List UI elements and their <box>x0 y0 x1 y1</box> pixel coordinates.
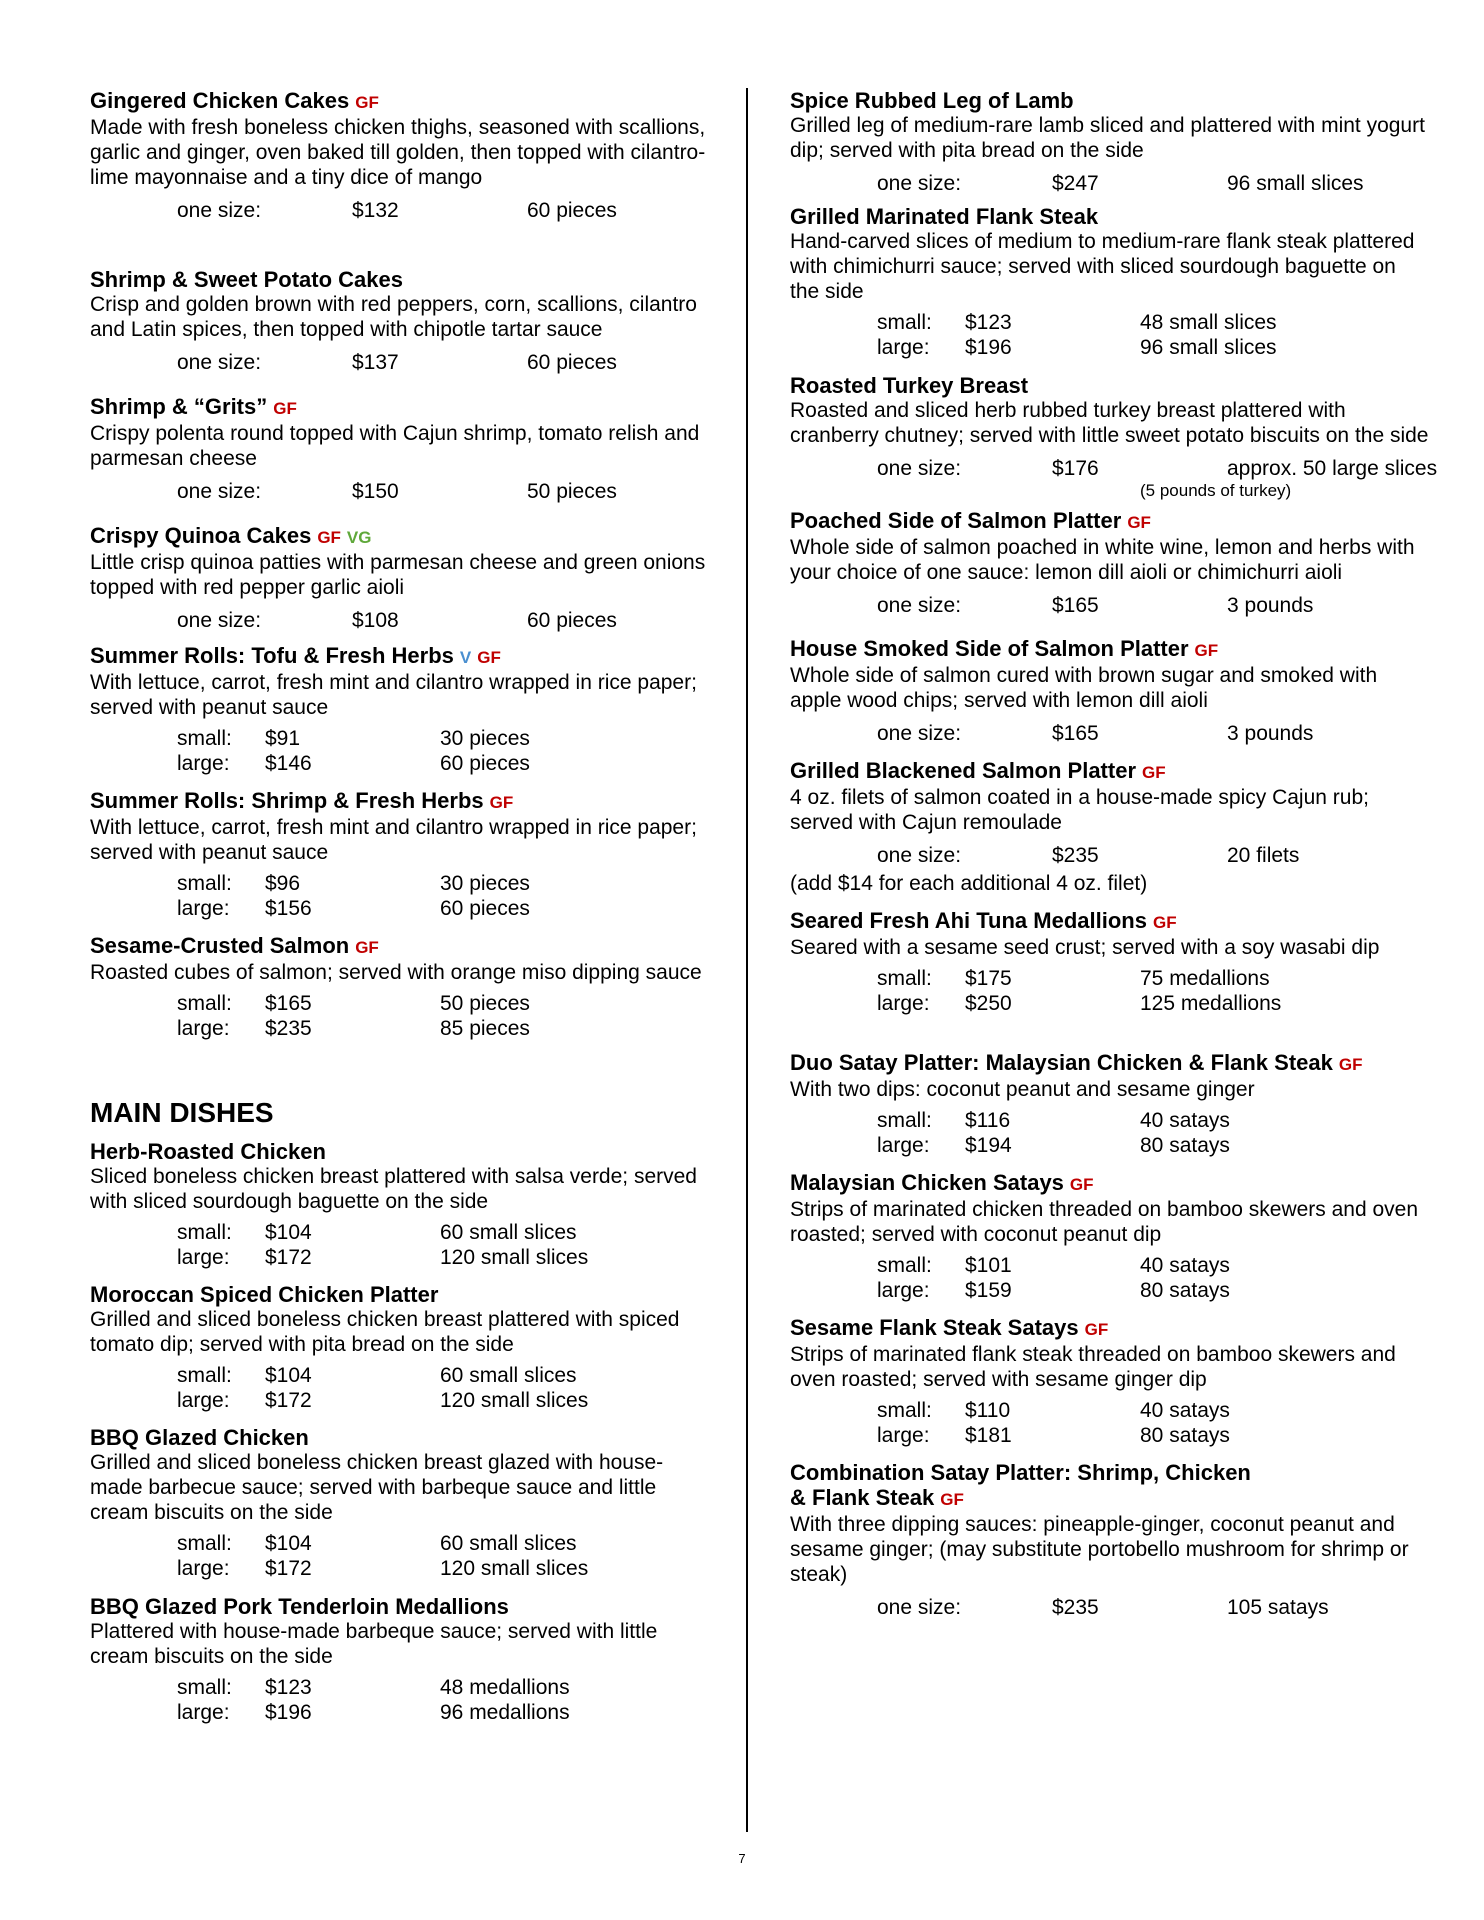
item-description: With three dipping sauces: pineapple-ginger, coconut peanut and sesame ginger; (may substitute portobello mushroom for shrimp or steak) <box>790 1513 1409 1586</box>
price: $101 <box>965 1254 1012 1277</box>
price-row <box>90 1245 710 1270</box>
quantity: 120 small slices <box>440 1557 589 1580</box>
price-row <box>90 1363 710 1388</box>
menu-item <box>790 1315 1430 1448</box>
price-row <box>790 1595 1430 1620</box>
page-number: 7 <box>738 1851 746 1866</box>
quantity-note: (5 pounds of turkey) <box>1140 481 1292 500</box>
quantity: 60 pieces <box>440 752 530 775</box>
diet-tag-gf: GF <box>1069 1175 1094 1194</box>
quantity: 96 medallions <box>440 1701 570 1724</box>
item-description: Crisp and golden brown with red peppers, corn, scallions, cilantro and Latin spices, then topped with chipotle tartar sauce <box>90 293 697 341</box>
price-row <box>790 721 1430 746</box>
portion-size: large: <box>877 1134 930 1157</box>
price: $104 <box>265 1532 312 1555</box>
diet-tag-gf: GF <box>1084 1320 1109 1339</box>
price: $175 <box>965 967 1012 990</box>
price: $104 <box>265 1364 312 1387</box>
price: $235 <box>1052 1596 1099 1619</box>
portion-size: small: <box>877 1399 932 1422</box>
price-row <box>90 608 710 633</box>
item-name: & Flank Steak <box>790 1485 935 1510</box>
portion-size: one size: <box>877 172 962 195</box>
portion-size: large: <box>877 992 930 1015</box>
quantity: 60 small slices <box>440 1221 577 1244</box>
item-description: Plattered with house-made barbeque sauce; served with little cream biscuits on the side <box>90 1620 658 1668</box>
item-name: Summer Rolls: Shrimp & Fresh Herbs <box>90 788 484 813</box>
left-column <box>90 88 710 1725</box>
menu-item <box>790 1170 1430 1303</box>
column-divider <box>746 88 748 1832</box>
portion-size: small: <box>877 1109 932 1132</box>
price: $159 <box>965 1279 1012 1302</box>
price: $235 <box>265 1017 312 1040</box>
menu-item <box>90 394 710 504</box>
item-description: Strips of marinated flank steak threaded on bamboo skewers and oven roasted; served with sesame ginger dip <box>790 1343 1396 1391</box>
price-row <box>90 1700 710 1725</box>
price: $172 <box>265 1557 312 1580</box>
price-row <box>90 1220 710 1245</box>
menu-item <box>90 1139 710 1270</box>
diet-tag-vg: VG <box>346 528 372 547</box>
item-title <box>790 636 1430 663</box>
price-note: (add $14 for each additional 4 oz. filet) <box>790 872 1148 895</box>
price: $196 <box>965 336 1012 359</box>
price-row <box>90 1675 710 1700</box>
diet-tag-gf: GF <box>1338 1055 1363 1074</box>
quantity: 75 medallions <box>1140 967 1270 990</box>
item-name: Combination Satay Platter: Shrimp, Chicken <box>790 1460 1251 1485</box>
menu-item <box>790 88 1430 196</box>
portion-size: small: <box>177 1676 232 1699</box>
portion-size: small: <box>177 1532 232 1555</box>
portion-size: large: <box>177 1246 230 1269</box>
item-title <box>790 88 1430 113</box>
price-row <box>90 198 710 223</box>
item-title <box>790 1170 1430 1197</box>
portion-size: large: <box>177 1557 230 1580</box>
price-row <box>790 456 1438 481</box>
price: $172 <box>265 1389 312 1412</box>
portion-size: one size: <box>177 480 262 503</box>
item-title <box>790 373 1430 398</box>
portion-size: large: <box>177 1389 230 1412</box>
price: $132 <box>352 199 399 222</box>
item-description: Roasted and sliced herb rubbed turkey breast plattered with cranberry chutney; served with little sweet potato biscuits on the side <box>790 399 1429 447</box>
price-row <box>790 966 1430 991</box>
quantity: 40 satays <box>1140 1399 1230 1422</box>
price: $156 <box>265 897 312 920</box>
item-description: With lettuce, carrot, fresh mint and cilantro wrapped in rice paper; served with peanut sauce <box>90 671 697 719</box>
price: $123 <box>265 1676 312 1699</box>
quantity: 30 pieces <box>440 727 530 750</box>
portion-size: small: <box>177 1221 232 1244</box>
portion-size: one size: <box>877 594 962 617</box>
price-row <box>90 1531 710 1556</box>
price-row <box>790 1108 1430 1133</box>
item-description: Grilled and sliced boneless chicken breast plattered with spiced tomato dip; served with pita bread on the side <box>90 1308 680 1356</box>
portion-size: one size: <box>877 457 962 480</box>
item-name: Grilled Blackened Salmon Platter <box>790 758 1137 783</box>
quantity: 120 small slices <box>440 1246 589 1269</box>
price: $116 <box>965 1109 1011 1132</box>
price: $196 <box>265 1701 312 1724</box>
price: $146 <box>265 752 312 775</box>
quantity: 40 satays <box>1140 1109 1230 1132</box>
item-description: 4 oz. filets of salmon coated in a house-made spicy Cajun rub; served with Cajun remoulade <box>790 786 1369 834</box>
item-name: Roasted Turkey Breast <box>790 373 1029 398</box>
diet-tag-v: V <box>459 648 472 667</box>
diet-tag-gf: GF <box>489 793 514 812</box>
portion-size: small: <box>177 992 232 1015</box>
item-name: Sesame-Crusted Salmon <box>90 933 350 958</box>
price-row <box>790 1133 1430 1158</box>
price: $165 <box>1052 594 1099 617</box>
price: $150 <box>352 480 399 503</box>
diet-tag-gf: GF <box>1142 763 1166 782</box>
item-description: Grilled and sliced boneless chicken breast glazed with house-made barbecue sauce; served with barbeque sauce and little cream biscuits on the side <box>90 1451 664 1524</box>
item-title <box>790 758 1430 785</box>
price: $165 <box>265 992 312 1015</box>
section-heading: MAIN DISHES <box>90 1097 274 1128</box>
portion-size: small: <box>877 1254 932 1277</box>
item-name: Seared Fresh Ahi Tuna Medallions <box>790 908 1147 933</box>
portion-size: one size: <box>177 199 262 222</box>
item-name: Spice Rubbed Leg of Lamb <box>790 88 1074 113</box>
price-row <box>90 751 710 776</box>
item-description: Strips of marinated chicken threaded on bamboo skewers and oven roasted; served with coconut peanut dip <box>790 1198 1419 1246</box>
portion-size: large: <box>877 1424 930 1447</box>
item-description: Little crisp quinoa patties with parmesan cheese and green onions topped with red pepper garlic aioli <box>90 551 706 599</box>
price-row <box>790 335 1430 360</box>
item-title <box>90 267 710 292</box>
item-name: Malaysian Chicken Satays <box>790 1170 1064 1195</box>
diet-tag-gf: GF <box>317 528 341 547</box>
price-row <box>90 896 710 921</box>
price-row <box>90 1556 710 1581</box>
item-title <box>790 1315 1430 1342</box>
price-row <box>90 991 710 1016</box>
menu-item <box>790 508 1430 618</box>
item-title <box>90 1139 710 1164</box>
price: $194 <box>965 1134 1012 1157</box>
price: $110 <box>965 1399 1011 1422</box>
price: $137 <box>352 351 399 374</box>
price: $250 <box>965 992 1012 1015</box>
item-title <box>790 204 1430 229</box>
item-name: Crispy Quinoa Cakes <box>90 523 312 548</box>
item-title <box>90 1282 710 1307</box>
item-name: House Smoked Side of Salmon Platter <box>790 636 1189 661</box>
portion-size: small: <box>177 872 232 895</box>
quantity: 30 pieces <box>440 872 530 895</box>
menu-item <box>90 643 710 776</box>
portion-size: one size: <box>877 1596 962 1619</box>
quantity: 60 pieces <box>440 897 530 920</box>
menu-item <box>790 373 1438 500</box>
item-title <box>90 1425 710 1450</box>
portion-size: small: <box>177 1364 232 1387</box>
price-row <box>790 310 1430 335</box>
portion-size: large: <box>877 336 930 359</box>
item-title <box>790 1050 1430 1077</box>
item-description: Seared with a sesame seed crust; served with a soy wasabi dip <box>790 936 1380 959</box>
item-name: BBQ Glazed Chicken <box>90 1425 309 1450</box>
quantity: 60 pieces <box>527 351 617 374</box>
item-title <box>90 1594 710 1619</box>
menu-item <box>790 204 1430 360</box>
menu-item <box>790 636 1430 746</box>
item-title <box>790 1460 1430 1512</box>
quantity: 85 pieces <box>440 1017 530 1040</box>
item-name: Shrimp & “Grits” <box>90 394 268 419</box>
price-row <box>790 991 1430 1016</box>
item-title <box>90 394 710 421</box>
price-row <box>790 1253 1430 1278</box>
portion-size: one size: <box>177 351 262 374</box>
price: $91 <box>265 727 301 750</box>
item-title <box>90 523 710 550</box>
item-description: Crispy polenta round topped with Cajun shrimp, tomato relish and parmesan cheese <box>90 422 700 470</box>
item-description: Grilled leg of medium-rare lamb sliced and plattered with mint yogurt dip; served with pita bread on the side <box>790 114 1425 162</box>
price: $123 <box>965 311 1012 334</box>
section-block <box>90 1097 710 1129</box>
diet-tag-gf: GF <box>940 1490 964 1509</box>
quantity: 3 pounds <box>1227 722 1314 745</box>
price-row <box>90 1388 710 1413</box>
price: $235 <box>1052 844 1099 867</box>
menu-item <box>90 1594 710 1725</box>
quantity: 3 pounds <box>1227 594 1314 617</box>
item-name: Moroccan Spiced Chicken Platter <box>90 1282 439 1307</box>
quantity: 40 satays <box>1140 1254 1230 1277</box>
diet-tag-gf: GF <box>1127 513 1151 532</box>
item-title <box>90 643 710 670</box>
portion-size: small: <box>877 967 932 990</box>
item-description: Whole side of salmon cured with brown sugar and smoked with apple wood chips; served with lemon dill aioli <box>790 664 1378 712</box>
menu-item <box>790 1460 1430 1620</box>
price-row <box>790 1278 1430 1303</box>
menu-item <box>790 758 1430 896</box>
item-name: Grilled Marinated Flank Steak <box>790 204 1099 229</box>
item-description: With two dips: coconut peanut and sesame ginger <box>790 1078 1255 1101</box>
diet-tag-gf: GF <box>273 399 297 418</box>
portion-size: large: <box>877 1279 930 1302</box>
diet-tag-gf: GF <box>355 93 379 112</box>
item-title <box>90 788 710 815</box>
quantity: 80 satays <box>1140 1134 1230 1157</box>
quantity: 48 small slices <box>1140 311 1277 334</box>
item-name: Shrimp & Sweet Potato Cakes <box>90 267 403 292</box>
menu-item <box>90 88 710 223</box>
price-row <box>90 350 710 375</box>
diet-tag-gf: GF <box>477 648 501 667</box>
right-column <box>790 88 1438 1620</box>
portion-size: small: <box>877 311 932 334</box>
price-row <box>790 593 1430 618</box>
menu-item <box>90 1282 710 1413</box>
quantity: 80 satays <box>1140 1279 1230 1302</box>
price: $247 <box>1052 172 1099 195</box>
quantity: 60 small slices <box>440 1364 577 1387</box>
portion-size: large: <box>177 752 230 775</box>
quantity: 120 small slices <box>440 1389 589 1412</box>
price-row <box>790 1398 1430 1423</box>
price-row <box>790 171 1430 196</box>
item-description: Whole side of salmon poached in white wine, lemon and herbs with your choice of one sauce: lemon dill aioli or chimichurri aioli <box>790 536 1415 584</box>
price: $165 <box>1052 722 1099 745</box>
quantity: 96 small slices <box>1140 336 1277 359</box>
diet-tag-gf: GF <box>1152 913 1177 932</box>
item-title <box>90 933 710 960</box>
price: $176 <box>1052 457 1099 480</box>
menu-item <box>90 267 710 375</box>
portion-size: one size: <box>877 722 962 745</box>
menu-item <box>90 523 710 633</box>
price-row <box>790 1423 1430 1448</box>
item-title <box>790 508 1430 535</box>
quantity: 125 medallions <box>1140 992 1282 1015</box>
item-title <box>790 908 1430 935</box>
quantity: 60 pieces <box>527 609 617 632</box>
portion-size: large: <box>177 1701 230 1724</box>
portion-size: small: <box>177 727 232 750</box>
quantity: approx. 50 large slices <box>1227 457 1438 480</box>
portion-size: large: <box>177 1017 230 1040</box>
item-description: Made with fresh boneless chicken thighs, seasoned with scallions, garlic and ginger, oven baked till golden, then topped with cilantro-lime mayonnaise and a tiny dice of mango <box>90 116 706 189</box>
menu-item <box>90 933 710 1041</box>
item-name: BBQ Glazed Pork Tenderloin Medallions <box>90 1594 509 1619</box>
quantity: 60 pieces <box>527 199 617 222</box>
price: $181 <box>965 1424 1012 1447</box>
quantity: 20 filets <box>1227 844 1300 867</box>
price: $104 <box>265 1221 312 1244</box>
item-description: Hand-carved slices of medium to medium-rare flank steak plattered with chimichurri sauce; served with sliced sourdough baguette on the side <box>790 230 1415 303</box>
portion-size: one size: <box>877 844 962 867</box>
price-row <box>90 871 710 896</box>
diet-tag-gf: GF <box>355 938 379 957</box>
item-name: Summer Rolls: Tofu & Fresh Herbs <box>90 643 454 668</box>
menu-item <box>790 1050 1430 1158</box>
item-name: Duo Satay Platter: Malaysian Chicken & Flank Steak <box>790 1050 1333 1075</box>
quantity: 50 pieces <box>440 992 530 1015</box>
diet-tag-gf: GF <box>1194 641 1219 660</box>
price: $108 <box>352 609 399 632</box>
quantity: 48 medallions <box>440 1676 570 1699</box>
quantity: 80 satays <box>1140 1424 1230 1447</box>
price-row <box>90 1016 710 1041</box>
item-title <box>90 88 710 115</box>
item-description: Sliced boneless chicken breast plattered with salsa verde; served with sliced sourdough baguette on the side <box>90 1165 697 1213</box>
quantity: 60 small slices <box>440 1532 577 1555</box>
item-name: Herb-Roasted Chicken <box>90 1139 326 1164</box>
price: $172 <box>265 1246 312 1269</box>
price-row <box>90 479 710 504</box>
quantity: 96 small slices <box>1227 172 1364 195</box>
item-name: Poached Side of Salmon Platter <box>790 508 1122 533</box>
menu-item <box>90 1425 710 1581</box>
quantity: 50 pieces <box>527 480 617 503</box>
menu-item <box>90 788 710 921</box>
portion-size: large: <box>177 897 230 920</box>
price: $96 <box>265 872 301 895</box>
price-row <box>790 843 1430 868</box>
menu-item <box>790 908 1430 1016</box>
item-description: Roasted cubes of salmon; served with orange miso dipping sauce <box>90 961 702 984</box>
item-description: With lettuce, carrot, fresh mint and cilantro wrapped in rice paper; served with peanut sauce <box>90 816 697 864</box>
price-row <box>90 726 710 751</box>
item-name: Sesame Flank Steak Satays <box>790 1315 1079 1340</box>
portion-size: one size: <box>177 609 262 632</box>
item-name: Gingered Chicken Cakes <box>90 88 350 113</box>
quantity: 105 satays <box>1227 1596 1329 1619</box>
